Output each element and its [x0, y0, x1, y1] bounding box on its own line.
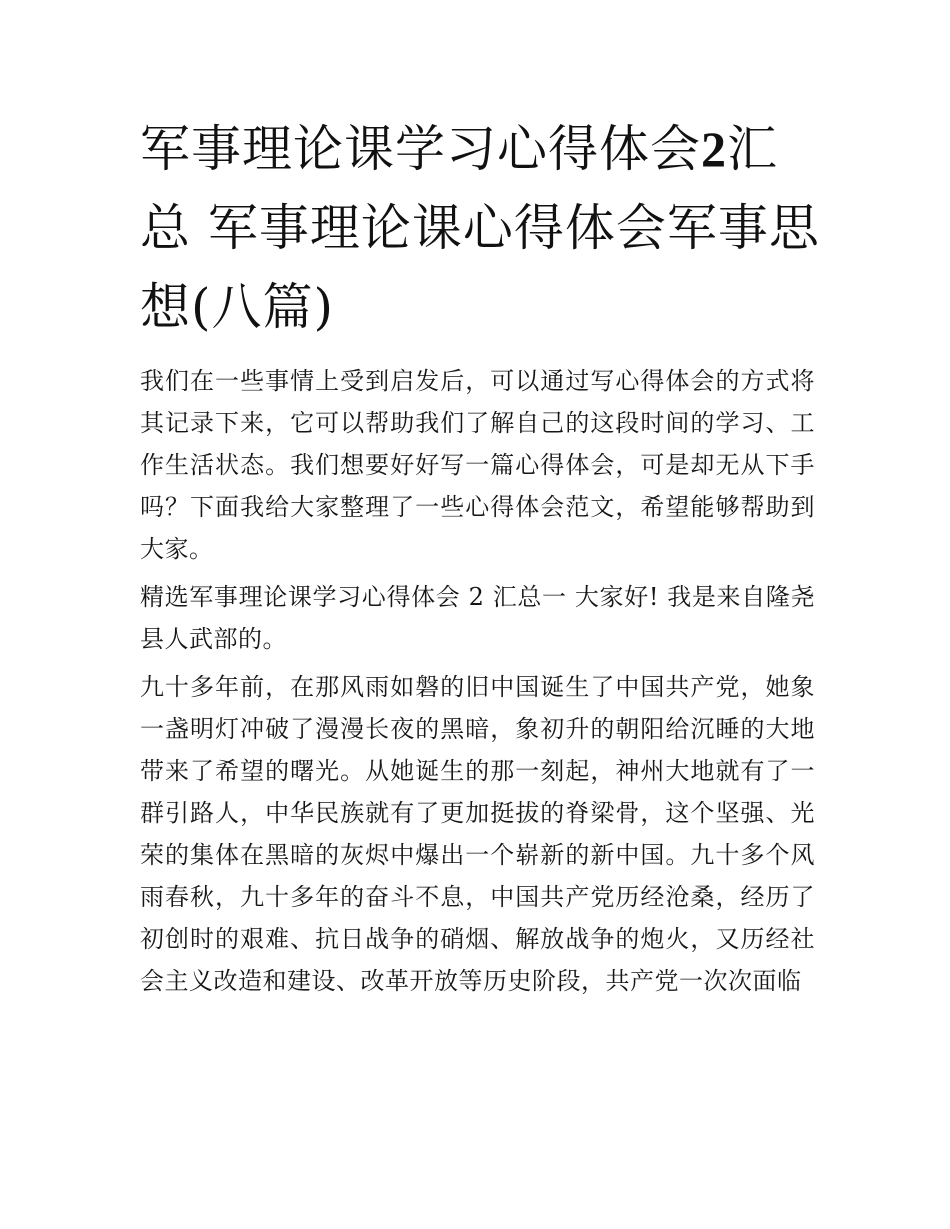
title-text-part-1: 军事理论课学习心得体会	[140, 120, 701, 178]
paragraph-intro: 我们在一些事情上受到启发后，可以通过写心得体会的方式将其记录下来，它可以帮助我们了解自己的这段时间的学习、工作生活状态。我们想要好好写一篇心得体会，可是却无从下手吗？下面我给大家整理了一些心得体会范文，希望能够帮助到大家。	[140, 367, 815, 563]
document-title	[140, 110, 820, 347]
title-number: 2	[701, 121, 727, 177]
paragraph-section-heading: 精选军事理论课学习心得体会 2 汇总一 大家好! 我是来自隆尧县人武部的。	[140, 583, 815, 653]
title-text-part-2: 汇总 军事理论课心得体会军事思想(八篇)	[140, 120, 820, 336]
document-body	[140, 360, 815, 1008]
paragraph-history: 九十多年前，在那风雨如磐的旧中国诞生了中国共产党，她象一盏明灯冲破了漫漫长夜的黑暗，象初升的朝阳给沉睡的大地带来了希望的曙光。从她诞生的那一刻起，神州大地就有了一群引路人，中华民族就有了更加挺拔的脊梁骨，这个坚强、光荣的集体在黑暗的灰烬中爆出一个崭新的新中国。九十多个风雨春秋，九十多年的奋斗不息，中国共产党历经沧桑，经历了初创时的艰难、抗日战争的硝烟、解放战争的炮火，又历经社会主义改造和建设、改革开放等历史阶段，共产党一次次面临	[140, 673, 815, 995]
